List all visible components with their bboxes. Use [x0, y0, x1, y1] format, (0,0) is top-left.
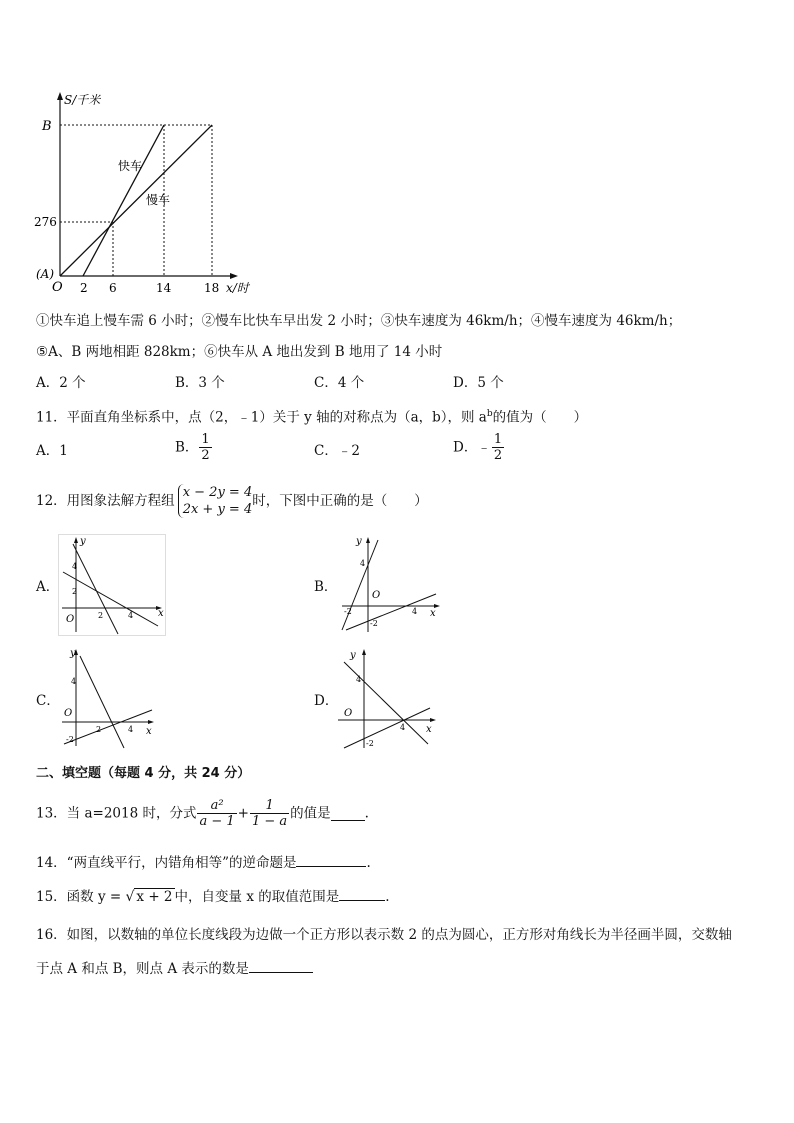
y-axis-label: S/千米	[64, 93, 101, 107]
q11-stem: 11．平面直角坐标系中，点（2，﹣1）关于 y 轴的对称点为（a，b），则 $a^b$的值为（ ）	[36, 409, 588, 426]
x-axis-label: x/时	[226, 281, 249, 295]
svg-text:x: x	[146, 726, 152, 737]
tick-18: 18	[204, 281, 220, 295]
q11-option-a: A．1	[36, 443, 68, 459]
q10-option-c: C．4 个	[314, 375, 365, 391]
q10-statements-line1: ①快车追上慢车需 6 小时；②慢车比快车早出发 2 小时；③快车速度为 46km/h；④慢车速度为 46km/h；	[36, 313, 682, 329]
q10-option-b: B．3 个	[175, 375, 225, 391]
q12-graph-d	[334, 646, 440, 752]
q12-graph-a	[58, 534, 166, 636]
svg-text:-2: -2	[66, 735, 74, 744]
svg-text:2: 2	[72, 587, 78, 596]
q11-option-d: D．﹣ $\frac{1}{2}$	[453, 432, 503, 463]
svg-text:2: 2	[98, 611, 104, 620]
q11-option-b: B． $\frac{1}{2}$	[175, 432, 210, 463]
q13-stem: 13．当 a=2018 时，分式 $\frac{\text{a²}}{a - 1}$ + $\frac{1}{1 - a}$ 的值是 .	[36, 798, 369, 829]
q14-stem: 14．“两直线平行，内错角相等”的逆命题是 .	[36, 852, 371, 872]
q12-label-a: A．	[36, 579, 60, 595]
section-title: 二、填空题（每题 4 分，共 24 分）	[36, 766, 251, 781]
label-O: O	[52, 280, 63, 295]
tick-14: 14	[156, 281, 172, 295]
svg-text:-2: -2	[344, 607, 352, 616]
svg-text:y: y	[356, 536, 362, 547]
q10-option-a: A．2 个	[36, 375, 86, 391]
q12-label-b: B．	[314, 579, 338, 595]
svg-text:y: y	[80, 536, 86, 547]
svg-text:4: 4	[360, 559, 366, 568]
q12-graph-b	[336, 534, 442, 636]
slow-car-line	[60, 125, 212, 276]
svg-text:y: y	[70, 648, 76, 659]
svg-text:y: y	[350, 650, 356, 661]
svg-text:x: x	[430, 608, 436, 619]
q11-option-c: C．﹣2	[314, 443, 360, 459]
svg-text:x: x	[158, 608, 164, 619]
distance-time-graph	[30, 88, 260, 298]
label-276: 276	[34, 215, 57, 229]
svg-text:2: 2	[96, 725, 102, 734]
equation-system: x − 2y = 4 2x + y = 4	[178, 484, 253, 518]
radicand: x + 2	[136, 889, 173, 905]
q10-statements-line2: ⑤A、B 两地相距 828km；⑥快车从 A 地出发到 B 地用了 14 小时	[36, 344, 443, 360]
tick-2: 2	[80, 281, 88, 295]
svg-text:4: 4	[412, 607, 418, 616]
q13-answer-blank[interactable]	[331, 806, 365, 821]
svg-text:4: 4	[128, 725, 134, 734]
label-A: (A)	[36, 267, 55, 281]
q16-line2: 于点 A 和点 B，则点 A 表示的数是	[36, 958, 313, 978]
svg-text:4: 4	[72, 562, 78, 571]
svg-text:4: 4	[128, 611, 134, 620]
tick-6: 6	[109, 281, 117, 295]
q15-stem: 15．函数 y = √ x + 2 中，自变量 x 的取值范围是 .	[36, 886, 390, 906]
q14-answer-blank[interactable]	[296, 852, 366, 867]
svg-text:4: 4	[71, 677, 77, 686]
svg-text:O: O	[66, 614, 75, 625]
svg-text:O: O	[372, 590, 381, 601]
q12-stem: 12．用图象法解方程组 x − 2y = 4 2x + y = 4 时，下图中正确的是（ ）	[36, 485, 428, 517]
svg-text:-2: -2	[370, 619, 378, 628]
q10-option-d: D．5 个	[453, 375, 504, 391]
svg-text:-2: -2	[366, 739, 374, 748]
svg-text:x: x	[426, 724, 432, 735]
label-B: B	[42, 119, 52, 134]
svg-text:4: 4	[356, 675, 362, 684]
q15-answer-blank[interactable]	[339, 886, 385, 901]
q16-answer-blank[interactable]	[249, 958, 313, 973]
slow-car-label: 慢车	[146, 193, 171, 207]
q16-line1: 16．如图，以数轴的单位长度线段为边做一个正方形以表示数 2 的点为圆心，正方形对角线长为半径画半圆，交数轴	[36, 927, 732, 943]
fast-car-label: 快车	[118, 159, 143, 173]
q12-label-d: D．	[314, 693, 339, 709]
svg-text:O: O	[344, 708, 353, 719]
svg-text:O: O	[64, 708, 73, 719]
q12-graph-c	[58, 646, 162, 750]
svg-text:4: 4	[400, 723, 406, 732]
q12-label-c: C．	[36, 693, 60, 709]
